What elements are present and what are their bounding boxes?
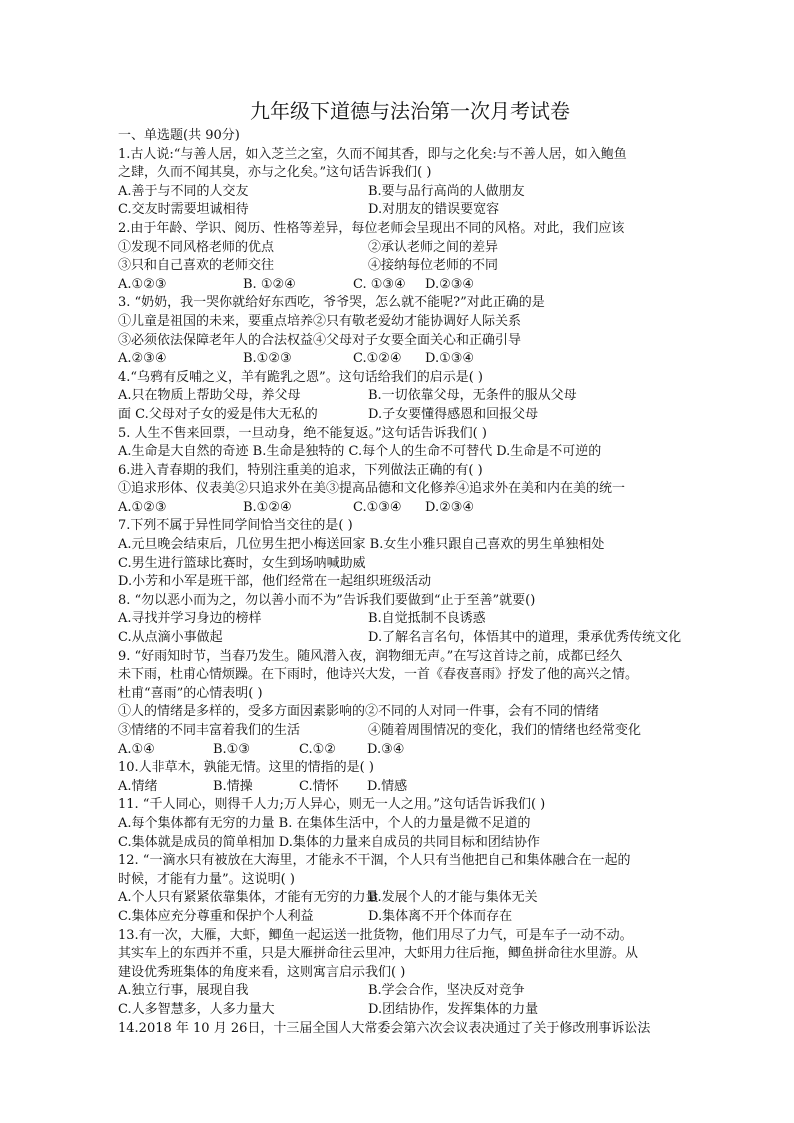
option-text: ④接纳每位老师的不同 xyxy=(368,258,499,274)
option-text: C.集体应充分尊重和保护个人利益 xyxy=(118,908,314,924)
question-line: 之肆，久而不闻其臭，亦与之化矣。”这句话告诉我们( ) xyxy=(118,165,432,181)
option-text: B.自觉抵制不良诱惑 xyxy=(368,611,486,627)
option-text: C. ①③④ xyxy=(353,276,406,292)
option-text: C.交友时需要坦诚相待 xyxy=(118,202,249,218)
question-line: 时候，才能有力量”。这说明( ) xyxy=(118,871,295,887)
option-text: D.对朋友的错误要宽容 xyxy=(368,202,500,218)
question-line: A.每个集体都有无穷的力量 B. 在集体生活中，个人的力量是微不足道的 xyxy=(118,815,531,831)
option-row xyxy=(118,982,680,1001)
question-line: ①人的情绪是多样的，受多方面因素影响的②不同的人对同一件事，会有不同的情绪 xyxy=(118,704,600,720)
question-line: 建设优秀班集体的角度来看，这则寓言启示我们( ) xyxy=(118,964,406,980)
option-row xyxy=(118,908,680,927)
option-text: B.①②③ xyxy=(243,351,292,367)
option-text: ④随着周围情况的变化，我们的情绪也经常变化 xyxy=(368,723,642,738)
option-text: A.个人只有紧紧依靠集体，才能有无穷的力量 xyxy=(118,890,379,906)
option-text: A.只在物质上帮助父母，养父母 xyxy=(118,388,301,404)
option-text: A.①④ xyxy=(118,741,155,757)
option-text: D.子女要懂得感恩和回报父母 xyxy=(368,406,539,422)
question-line: A.生命是大自然的奇迹 B.生命是独特的 C.每个人的生命不可替代 D.生命是不可逆的 xyxy=(118,444,602,460)
option-text: B.要与品行高尚的人做朋友 xyxy=(368,183,525,199)
question-line: 未下雨，杜甫心情烦躁。在下雨时，他诗兴大发，一首《春夜喜雨》抒发了他的高兴之情。 xyxy=(118,667,639,683)
option-row xyxy=(118,350,680,369)
option-text: D.情感 xyxy=(367,778,408,794)
option-text: ③只和自己喜欢的老师交往 xyxy=(118,258,275,274)
question-line: 13.有一次，大雁，大虾，鲫鱼一起运送一批货物，他们用尽了力气，可是车子一动不动。 xyxy=(118,927,633,943)
option-row xyxy=(118,387,680,406)
option-row xyxy=(118,239,680,258)
option-row xyxy=(118,778,680,797)
question-line: C.男生进行篮球比赛时，女生到场呐喊助威 xyxy=(118,555,366,571)
option-text: D.团结协作，发挥集体的力量 xyxy=(368,1001,539,1017)
option-row xyxy=(118,741,680,760)
option-text: A.寻找并学习身边的榜样 xyxy=(118,611,262,627)
exam-title: 九年级下道德与法治第一次月考试卷 xyxy=(250,99,570,123)
option-row xyxy=(118,276,680,295)
option-text: D.集体离不开个体而存在 xyxy=(368,908,513,924)
exam-page xyxy=(118,98,680,1038)
option-text: D.②③④ xyxy=(425,499,475,515)
question-line: D.小芳和小军是班干部，他们经常在一起组织班级活动 xyxy=(118,574,432,590)
question-line: 6.进入青春期的我们，特别注重美的追求，下列做法正确的有( ) xyxy=(118,462,483,478)
question-line: 1.古人说:“与善人居，如入芝兰之室，久而不闻其香，即与之化矣:与不善人居，如入鲍鱼 xyxy=(118,146,627,162)
option-text: C.人多智慧多，人多力量大 xyxy=(118,1001,275,1017)
option-text: C.从点滴小事做起 xyxy=(118,630,223,646)
question-line: 9. “好雨知时节，当春乃发生。随风潜入夜，润物细无声。”在写这首诗之前，成都已经久 xyxy=(118,648,623,664)
question-list xyxy=(118,146,680,1039)
option-text: B.发展个人的才能与集体无关 xyxy=(368,890,538,906)
option-text: A.独立行事，展现自我 xyxy=(118,983,249,999)
question-line: ③必须依法保障老年人的合法权益④父母对子女要全面关心和正确引导 xyxy=(118,332,522,348)
option-text: D.①③④ xyxy=(425,351,475,367)
option-row xyxy=(118,722,680,741)
option-text: B.①③ xyxy=(213,741,250,757)
option-row xyxy=(118,610,680,629)
option-text: B. ①②④ xyxy=(243,276,296,292)
option-row xyxy=(118,629,680,648)
option-text: ②承认老师之间的差异 xyxy=(368,239,499,255)
option-text: ①发现不同风格老师的优点 xyxy=(118,239,275,255)
option-text: C.①②④ xyxy=(353,351,402,367)
question-line: 14.2018 年 10 月 26日，十三届全国人大常委会第六次会议表决通过了关于修改刑事诉讼法 xyxy=(118,1020,651,1036)
question-line: 11. “千人同心，则得千人力;万人异心，则无一人之用。”这句话告诉我们( ) xyxy=(118,797,546,813)
option-text: C.情怀 xyxy=(299,778,339,794)
question-line: 2.由于年龄、学识、阅历、性格等差异，每位老师会呈现出不同的风格。对此，我们应该 xyxy=(118,220,625,236)
option-text: A.②③④ xyxy=(118,351,167,367)
option-text: C.①② xyxy=(299,741,336,757)
question-line: ①追求形体、仪表美②只追求外在美③提高品德和文化修养④追求外在美和内在美的统一 xyxy=(118,481,626,497)
option-text: B.情操 xyxy=(213,778,253,794)
option-row xyxy=(118,201,680,220)
option-row xyxy=(118,183,680,202)
question-line: 12. “一滴水只有被放在大海里，才能永不干涸，个人只有当他把自己和集体融合在一起的 xyxy=(118,853,631,869)
question-line: A.元旦晚会结束后，几位男生把小梅送回家 B.女生小雅只跟自己喜欢的男生单独相处 xyxy=(118,537,605,553)
option-text: A.善于与不同的人交友 xyxy=(118,183,249,199)
option-row xyxy=(118,257,680,276)
option-text: B.一切依靠父母，无条件的服从父母 xyxy=(368,388,577,404)
option-row xyxy=(118,499,680,518)
question-line: 杜甫“喜雨”的心情表明( ) xyxy=(118,685,263,701)
question-line: 10.人非草木，孰能无情。这里的情指的是( ) xyxy=(118,760,374,776)
question-line: 其实车上的东西并不重，只是大雁拼命往云里冲，大虾用力往后拖，鲫鱼拼命往水里游。从 xyxy=(118,946,639,962)
section-heading: 一、单选题(共 90分) xyxy=(118,128,240,143)
question-line: 8. “勿以恶小而为之，勿以善小而不为”告诉我们要做到“止于至善”就要() xyxy=(118,592,536,608)
option-row xyxy=(118,406,680,425)
option-text: 面 C.父母对子女的爱是伟大无私的 xyxy=(118,406,318,422)
option-text: C.①③④ xyxy=(353,499,402,515)
option-text: D.了解名言名句，体悟其中的道理，秉承优秀传统文化 xyxy=(368,630,682,646)
option-text: A.情绪 xyxy=(118,778,158,794)
option-text: A.①②③ xyxy=(118,276,167,292)
question-line: ①儿童是祖国的未来，要重点培养②只有敬老爱幼才能协调好人际关系 xyxy=(118,313,522,329)
option-text: ③情绪的不同丰富着我们的生活 xyxy=(118,723,301,738)
question-line: 4.“乌鸦有反哺之义，羊有跪乳之恩”。这句话给我们的启示是( ) xyxy=(118,369,483,385)
option-text: A.①②③ xyxy=(118,499,167,515)
option-text: D.②③④ xyxy=(425,276,475,292)
question-line: 7.下列不属于异性同学间恰当交往的是( ) xyxy=(118,518,353,534)
question-line: 3. “奶奶，我一哭你就给好东西吃，爷爷哭，怎么就不能呢?”对此正确的是 xyxy=(118,295,545,311)
question-line: C.集体就是成员的简单相加 D.集体的力量来自成员的共同目标和团结协作 xyxy=(118,834,540,850)
option-text: D.③④ xyxy=(367,741,405,757)
option-text: B.①②④ xyxy=(243,499,292,515)
question-line: 5. 人生不售来回票，一旦动身，绝不能复返。”这句话告诉我们( ) xyxy=(118,425,487,441)
option-row xyxy=(118,889,680,908)
option-text: B.学会合作，坚决反对竞争 xyxy=(368,983,525,999)
option-row xyxy=(118,1001,680,1020)
